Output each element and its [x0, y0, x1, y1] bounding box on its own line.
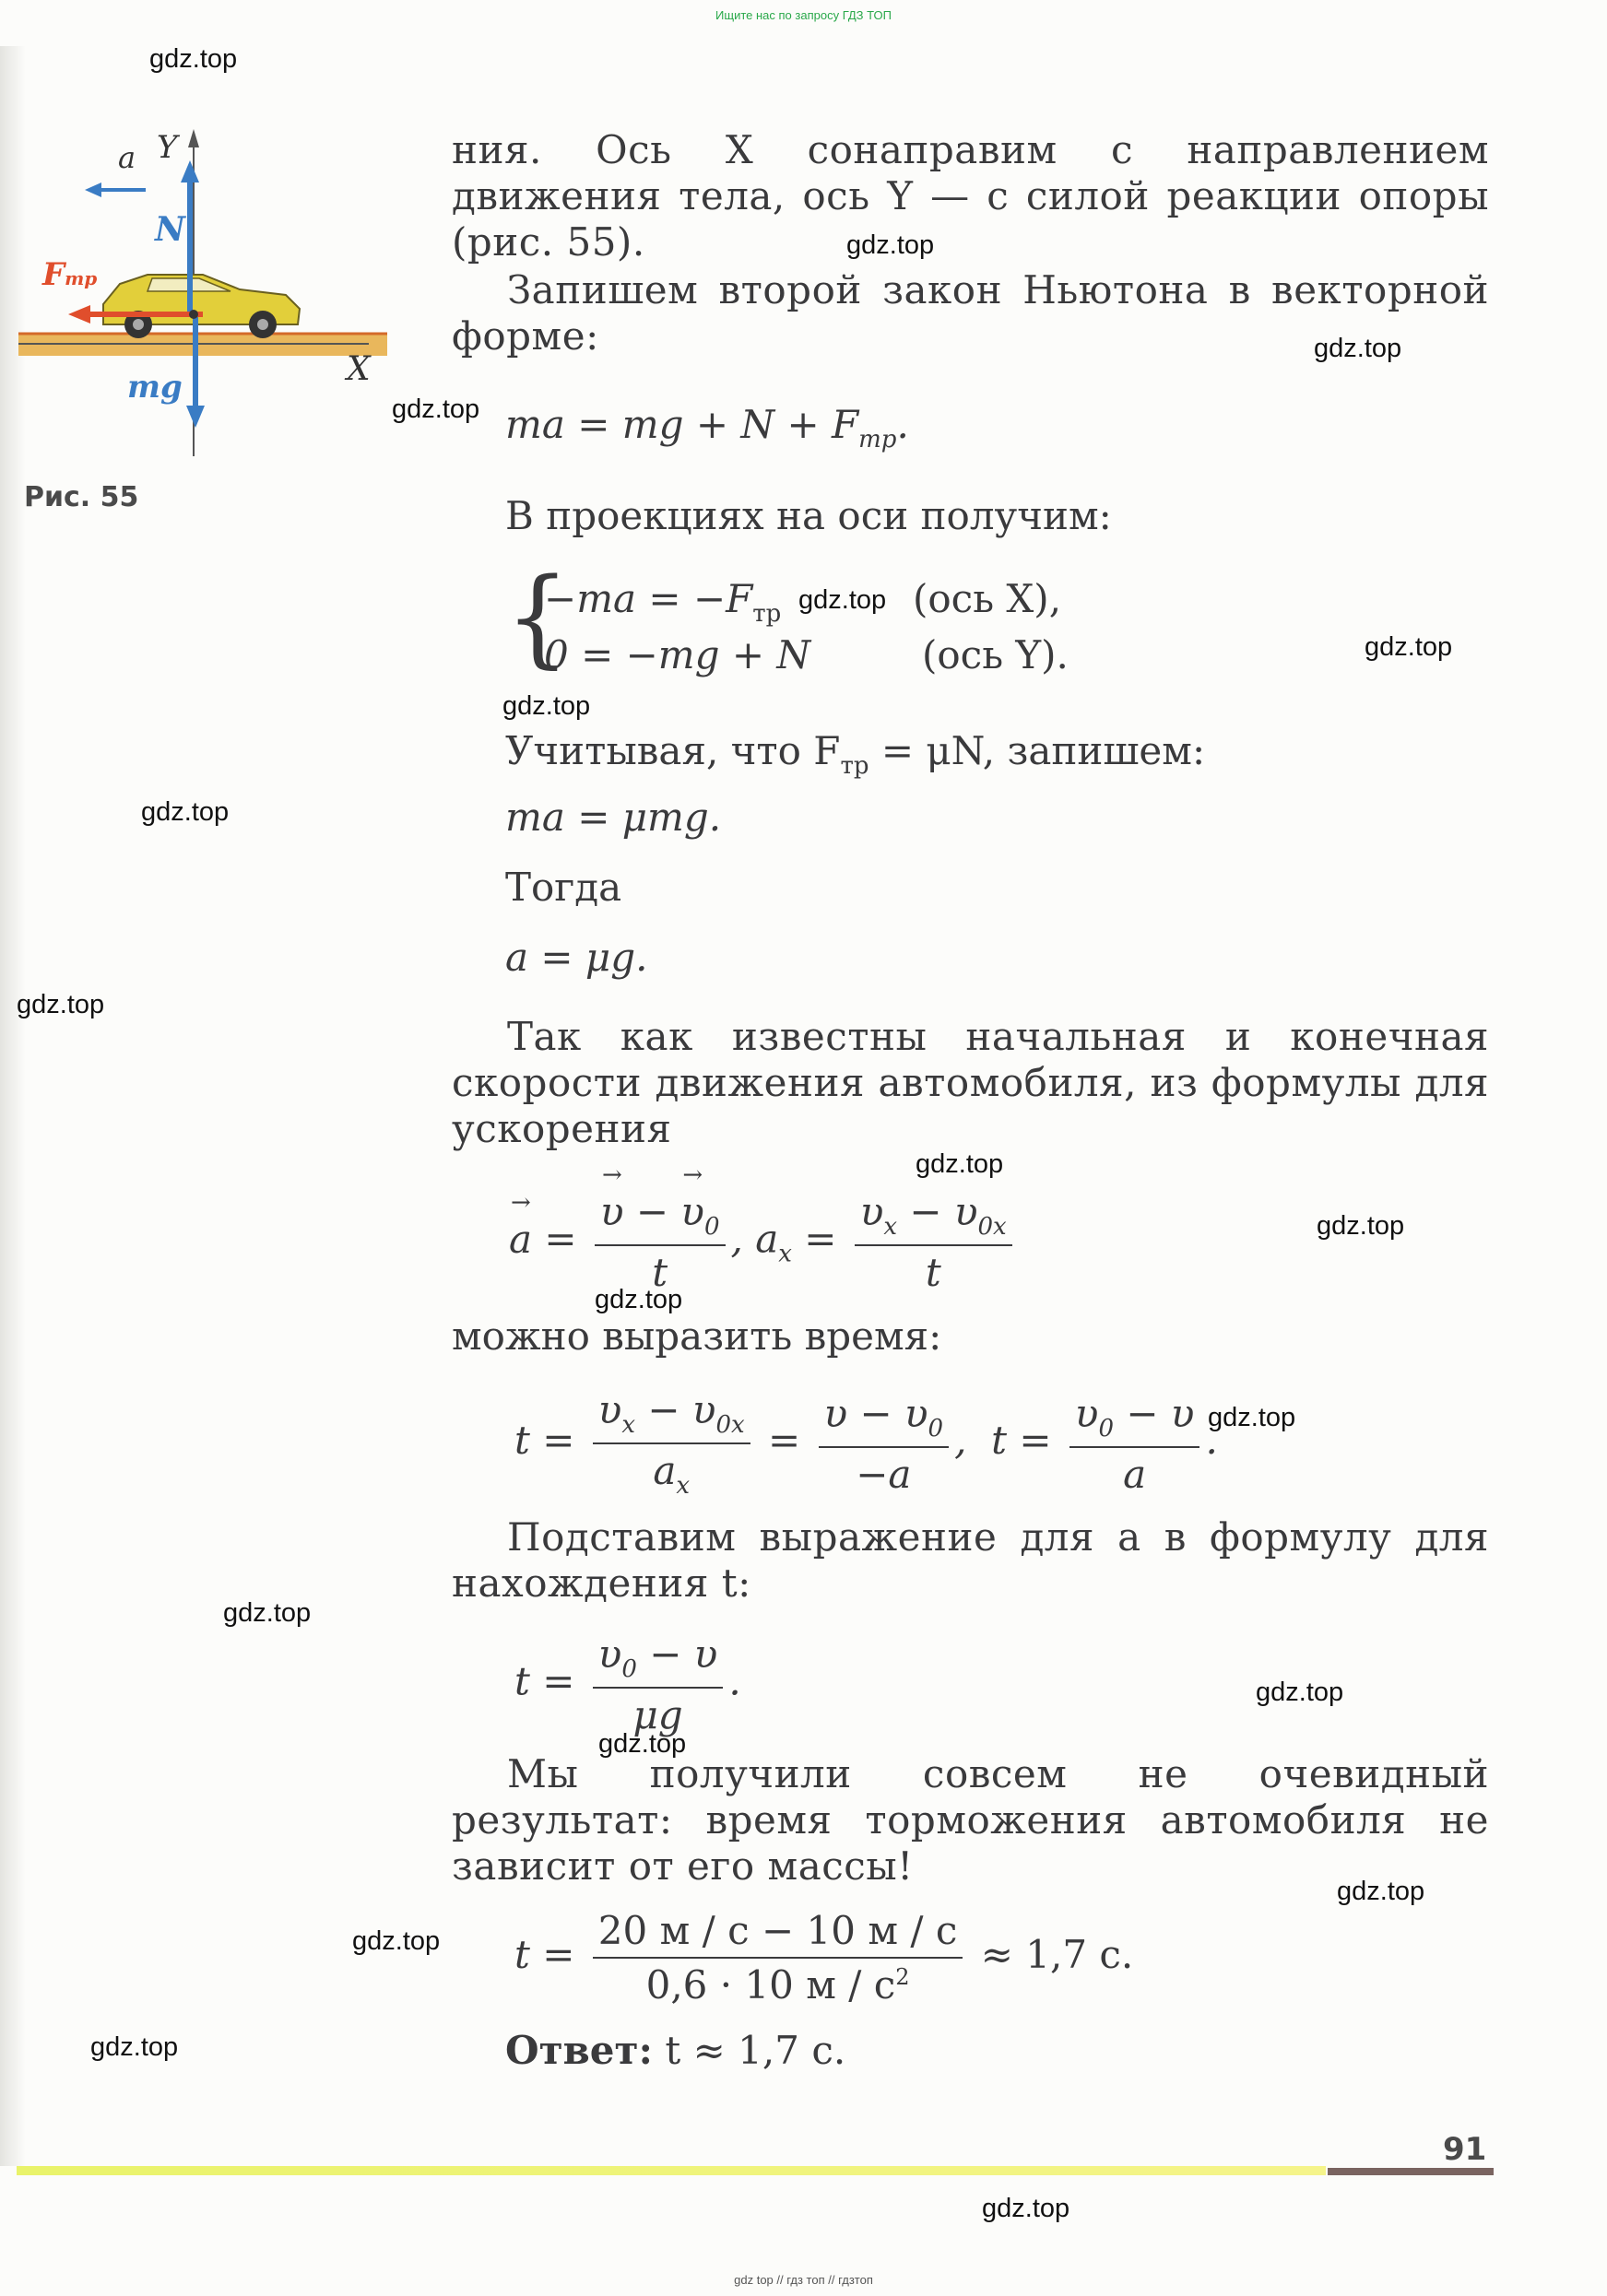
paragraph-result: Мы получили совсем не очевидный результат: время торможения автомобиля не зависит от его массы!	[452, 1751, 1489, 1889]
figure-55	[18, 120, 406, 470]
watermark: gdz.top	[598, 1729, 687, 1759]
paragraph-substitute: Подставим выражение для a в формулу для нахождения t:	[452, 1514, 1489, 1606]
figure-caption: Рис. 55	[24, 481, 139, 513]
watermark: gdz.top	[1365, 632, 1453, 662]
page-number: 91	[1443, 2131, 1487, 2168]
car-diagram	[18, 120, 406, 470]
equation-time-frac-2: $\frac{\upsilon - \upsilon_0}{-a}$	[819, 1391, 950, 1497]
footer-band-yellow	[17, 2166, 1326, 2175]
paragraph-velocities: Так как известны начальная и конечная скорости движения автомобиля, из формулы для ускорения	[452, 1014, 1489, 1151]
equation-acc-frac-vec: → $\frac{\upsilon - \to \upsilon_0}{t}$	[595, 1189, 726, 1295]
watermark: gdz.top	[502, 691, 591, 721]
watermark: gdz.top	[223, 1598, 312, 1628]
equation-time-mu: t = $\frac{\upsilon_0 - \upsilon}{\mu g}$ .	[514, 1631, 741, 1737]
label-f-friction	[42, 256, 97, 293]
label-mg: mg	[127, 369, 183, 406]
watermark: gdz.top	[1208, 1403, 1296, 1432]
watermark: gdz.top	[916, 1149, 1004, 1179]
answer-value: t ≈ 1,7 с.	[653, 2028, 846, 2073]
equation-numeric-frac: $\frac{20 м / с - 10 м / с}{0,6 \cdot 10 м / с^2}$	[593, 1908, 963, 2008]
watermark: gdz.top	[90, 2032, 179, 2062]
equation-time-frac-3: $\frac{\upsilon_0 - \upsilon}{a}$	[1069, 1391, 1200, 1497]
watermark: gdz.top	[846, 230, 935, 260]
system-line-1-eq: −ma = −F	[544, 576, 753, 621]
bottom-note: gdz top // гдз топ // гдзтоп	[734, 2273, 873, 2287]
watermark: gdz.top	[595, 1285, 683, 1314]
answer-line	[505, 2028, 845, 2073]
equation-acc-a: → a	[509, 1217, 532, 1262]
equation-time-frac-1: $\frac{\upsilon_x - \upsilon_{0x}}{a_x}$	[593, 1387, 750, 1500]
label-f-sub: тр	[65, 267, 98, 289]
paragraph-then: Тогда	[505, 865, 622, 910]
answer-label: Ответ:	[505, 2028, 654, 2073]
paragraph-newton-law: Запишем второй закон Ньютона в векторной форме:	[452, 267, 1489, 359]
watermark: gdz.top	[392, 394, 480, 424]
paragraph-friction-b: = μN, запишем:	[868, 728, 1206, 773]
system-line-2	[544, 632, 1069, 677]
footer-band-dark	[1328, 2168, 1494, 2175]
equation-ma-mumg: ma = μmg.	[505, 795, 722, 840]
label-y: Y	[157, 129, 178, 166]
paragraph-express-time: можно выразить время:	[452, 1313, 942, 1359]
equation-time-mu-frac: $\frac{\upsilon_0 - \upsilon}{\mu g}$	[593, 1631, 724, 1737]
equation-acceleration: → a = → $\frac{\upsilon - \to \upsilon_0}{t}$ , $a_x$ = $\frac{\upsilon_x - \upsilon_{0x}}{t}$	[509, 1189, 1018, 1295]
paragraph-friction-a: Учитывая, что F	[505, 728, 841, 773]
equation-vector-text: ma = mg + N + F	[505, 402, 859, 447]
car-image	[103, 275, 300, 338]
watermark: gdz.top	[982, 2194, 1070, 2223]
label-f-letter: F	[42, 256, 65, 293]
paragraph-friction	[505, 728, 1205, 780]
equation-vector-end: .	[896, 402, 909, 447]
system-brace: {	[505, 554, 570, 679]
paragraph-axes: ния. Ось X сонаправим с направлением движения тела, ось Y — с силой реакции опоры (рис. 55).	[452, 127, 1489, 265]
watermark: gdz.top	[1317, 1211, 1405, 1241]
watermark: gdz.top	[1256, 1678, 1344, 1707]
watermark: gdz.top	[1314, 334, 1402, 363]
watermark: gdz.top	[798, 585, 887, 615]
equation-acc-frac-proj: $\frac{\upsilon_x - \upsilon_{0x}}{t}$	[855, 1189, 1012, 1295]
equation-a-mug: a = μg.	[505, 935, 648, 980]
watermark: gdz.top	[141, 797, 230, 827]
equation-numeric: t = $\frac{20 м / с - 10 м / с}{0,6 \cdot 10 м / с^2}$ ≈ 1,7 с.	[514, 1908, 1134, 2008]
equation-vector-sub: тр	[858, 426, 897, 453]
paragraph-projections: В проекциях на оси получим:	[505, 493, 1112, 538]
label-n: N	[155, 210, 185, 249]
top-search-note: Ищите нас по запросу ГДЗ ТОП	[715, 8, 892, 22]
label-x: X	[347, 350, 371, 388]
watermark: gdz.top	[1337, 1877, 1425, 1906]
system-line-2-note: (ось Y).	[922, 632, 1069, 677]
watermark: gdz.top	[149, 44, 238, 74]
watermark: gdz.top	[352, 1926, 441, 1956]
system-line-1-sub: тр	[752, 600, 782, 628]
equation-vector-form	[505, 402, 909, 453]
watermark: gdz.top	[17, 990, 105, 1019]
system-line-1-note: (ось X),	[913, 576, 1062, 621]
system-line-2-eq: 0 = −mg + N	[544, 632, 811, 677]
label-a: a	[118, 140, 136, 175]
equation-time: t = $\frac{\upsilon_x - \upsilon_{0x}}{a_x}$ = $\frac{\upsilon - \upsilon_0}{-a}$ , t = $\frac{\upsilon_0 - \upsilon}{a}$ .	[514, 1387, 1218, 1500]
paragraph-friction-sub: тр	[840, 752, 869, 780]
